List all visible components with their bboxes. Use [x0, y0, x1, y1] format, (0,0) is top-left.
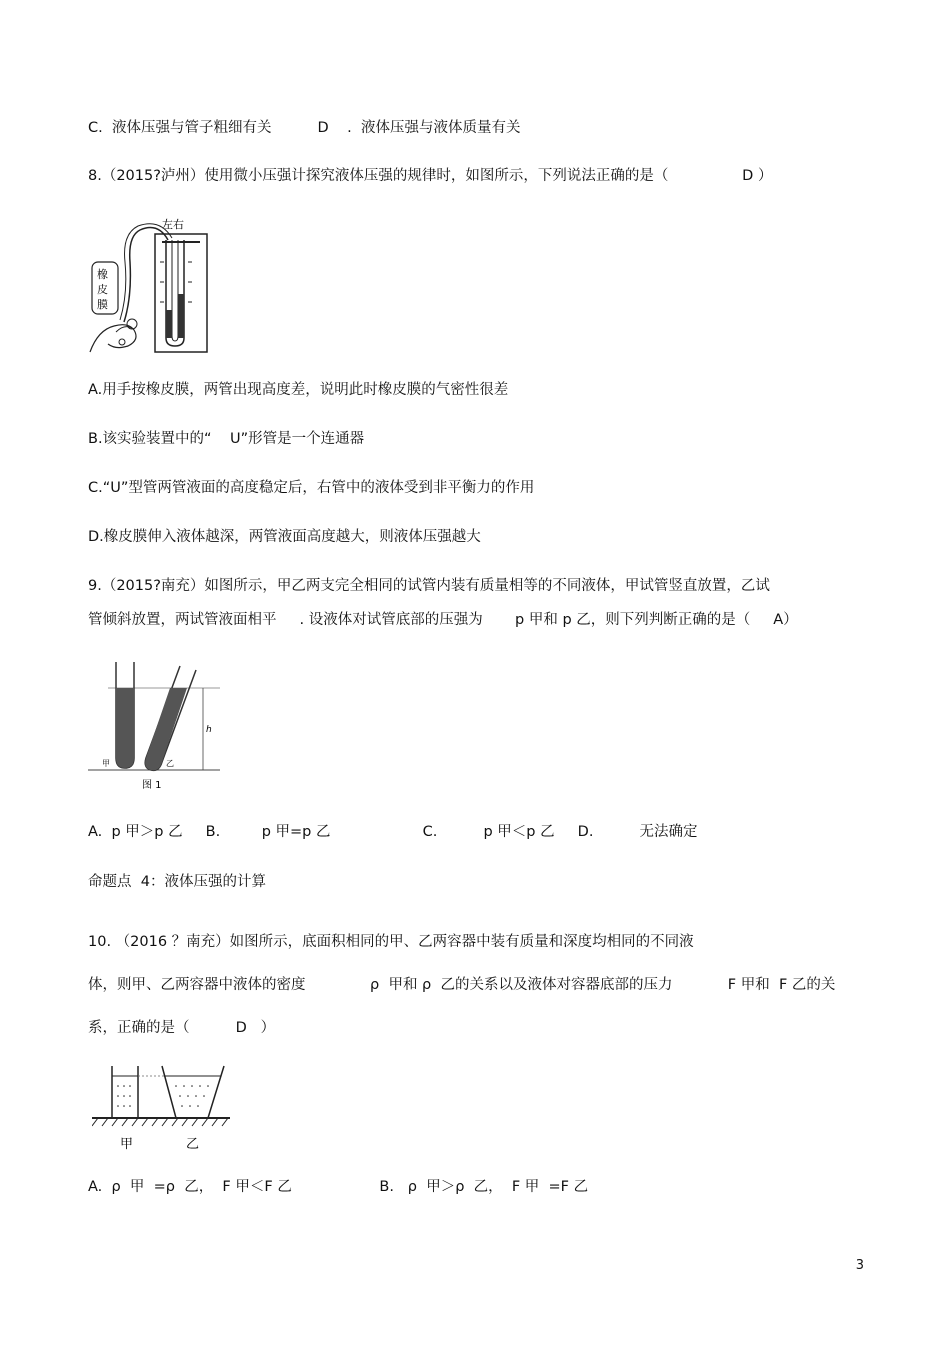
- question-10-line-3: 系，正确的是（ D ）: [88, 1020, 276, 1036]
- topic-heading-4: 命题点 4：液体压强的计算: [88, 874, 266, 890]
- q8-option-a: A.用手按橡皮膜，两管出现高度差，说明此时橡皮膜的气密性很差: [88, 382, 509, 398]
- q8-option-b: B.该实验装置中的“ U”形管是一个连通器: [88, 431, 365, 447]
- q8-option-d: D.橡皮膜伸入液体越深，两管液面高度越大，则液体压强越大: [88, 529, 481, 545]
- test-tubes-figure: [88, 660, 228, 795]
- fig9-right-label: 乙: [166, 759, 174, 768]
- option-line-c-d: C. 液体压强与管子粗细有关 D . 液体压强与液体质量有关: [88, 120, 521, 136]
- page-number: 3: [855, 1258, 864, 1273]
- question-9-line-2: 管倾斜放置，两试管液面相平 . 设液体对试管底部的压强为 p 甲和 p 乙，则下列判断正确的是（ A）: [88, 612, 798, 628]
- question-9-line-1: 9.（2015?南充）如图所示，甲乙两支完全相同的试管内装有质量相等的不同液体，甲试管竖直放置，乙试: [88, 578, 770, 594]
- containers-figure: [92, 1062, 232, 1158]
- question-8: 8.（2015?泸州）使用微小压强计探究液体压强的规律时，如图所示，下列说法正确的是（ D ）: [88, 168, 773, 184]
- q10-options: A. ρ 甲 =ρ 乙， F 甲＜F 乙 B. ρ 甲＞ρ 乙， F 甲 =F 乙: [88, 1179, 589, 1195]
- fig10-left-label: 甲: [120, 1137, 134, 1152]
- q8-option-c: C.“U”型管两管液面的高度稳定后，右管中的液体受到非平衡力的作用: [88, 480, 535, 496]
- question-10-line-2: 体，则甲、乙两容器中液体的密度 ρ 甲和 ρ 乙的关系以及液体对容器底部的压力 F 甲和 F 乙的关: [88, 977, 836, 993]
- fig9-h-label: h: [206, 725, 212, 735]
- fig9-left-label: 甲: [102, 759, 110, 768]
- fig9-caption: 图 1: [142, 780, 162, 791]
- fig10-right-label: 乙: [186, 1137, 200, 1152]
- fig8-label-3: 膜: [97, 298, 108, 311]
- question-10-line-1: 10. （2016 ？南充）如图所示，底面积相同的甲、乙两容器中装有质量和深度均相同的不同液: [88, 934, 694, 950]
- fig8-top-label: 左右: [162, 219, 184, 231]
- fig8-label-1: 橡: [97, 268, 108, 281]
- pressure-gauge-figure: [88, 212, 213, 357]
- q9-options: A. p 甲＞p 乙 B. p 甲=p 乙 C. p 甲＜p 乙 D. 无法确定: [88, 824, 698, 840]
- fig8-label-2: 皮: [97, 283, 108, 296]
